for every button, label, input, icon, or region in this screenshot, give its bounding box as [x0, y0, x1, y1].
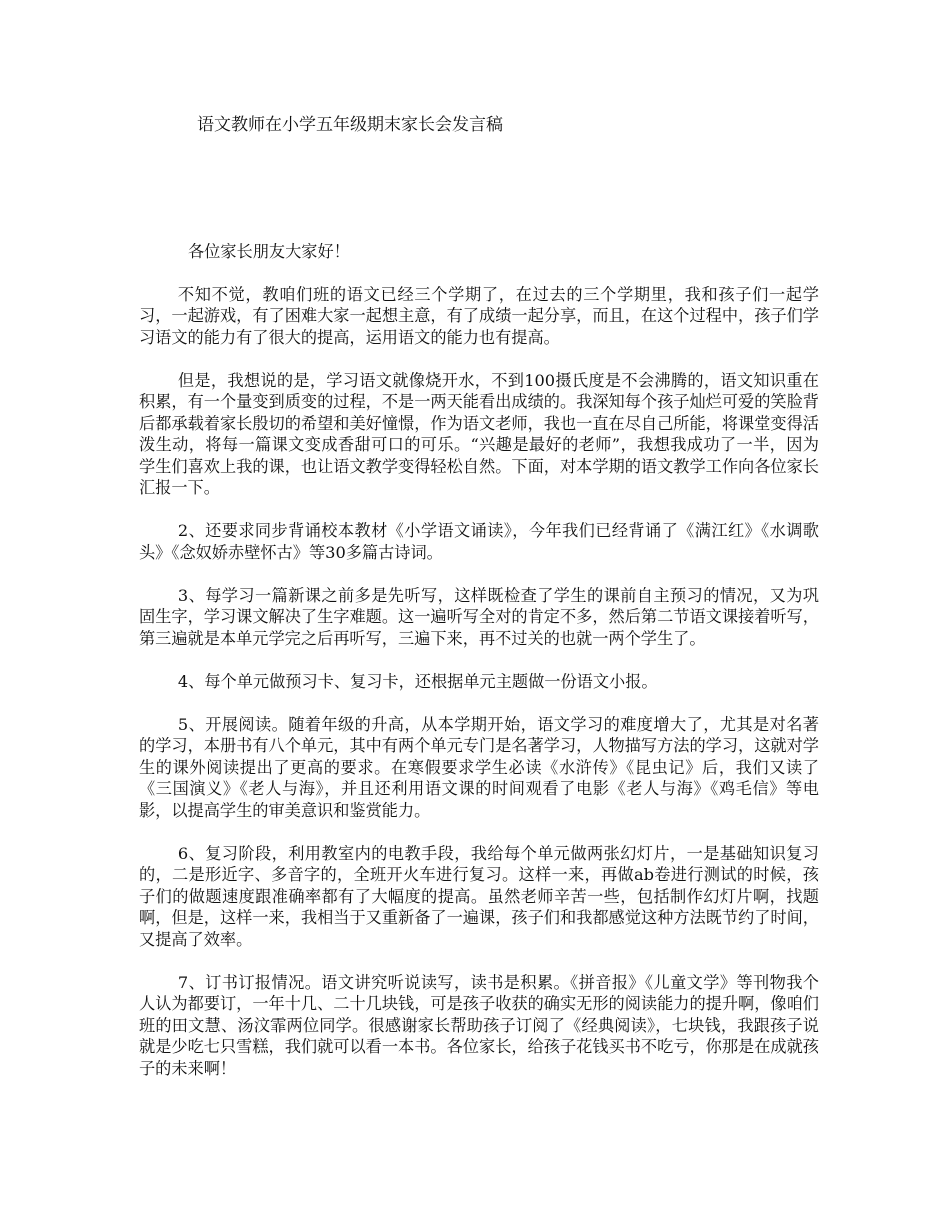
document-body — [139, 241, 819, 1101]
paragraph: 5、开展阅读。随着年级的升高，从本学期开始，语文学习的难度增大了，尤其是对名著的学习，本册书有八个单元，其中有两个单元专门是名著学习，人物描写方法的学习，这就对学生的课外阅读提出了更高的要求。在寒假要求学生必读《水浒传》《昆虫记》后，我们又读了《三国演义》《老人与海》，并且还利用语文课的时间观看了电影《老人与海》《鸡毛信》等电影，以提高学生的审美意识和鉴赏能力。 — [139, 714, 819, 820]
paragraph: 但是，我想说的是，学习语文就像烧开水，不到100摄氏度是不会沸腾的，语文知识重在积累，有一个量变到质变的过程，不是一两天能看出成绩的。我深知每个孩子灿烂可爱的笑脸背后都承载着家长殷切的希望和美好憧憬，作为语文老师，我也一直在尽自己所能，将课堂变得活泼生动，将每一篇课文变成香甜可口的可乐。“兴趣是最好的老师”，我想我成功了一半，因为学生们喜欢上我的课，也让语文教学变得轻松自然。下面，对本学期的语文教学工作向各位家长汇报一下。 — [139, 370, 819, 497]
paragraph: 6、复习阶段，利用教室内的电教手段，我给每个单元做两张幻灯片，一是基础知识复习的，二是形近字、多音字的，全班开火车进行复习。这样一来，再做ab卷进行测试的时候，孩子们的做题速度跟准确率都有了大幅度的提高。虽然老师辛苦一些，包括制作幻灯片啊，找题啊，但是，这样一来，我相当于又重新备了一遍课，孩子们和我都感觉这种方法既节约了时间，又提高了效率。 — [139, 843, 819, 949]
paragraph: 4、每个单元做预习卡、复习卡，还根据单元主题做一份语文小报。 — [177, 671, 658, 691]
paragraph: 3、每学习一篇新课之前多是先听写，这样既检查了学生的课前自主预习的情况，又为巩固生字，学习课文解决了生字难题。这一遍听写全对的肯定不多，然后第二节语文课接着听写，第三遍就是本单元学完之后再听写，三遍下来，再不过关的也就一两个学生了。 — [139, 585, 819, 648]
paragraph: 7、订书订报情况。语文讲究听说读写，读书是积累。《拼音报》《儿童文学》等刊物我个人认为都要订，一年十几、二十几块钱，可是孩子收获的确实无形的阅读能力的提升啊，像咱们班的田文慧、汤汶霏两位同学。很感谢家长帮助孩子订阅了《经典阅读》，七块钱，我跟孩子说就是少吃七只雪糕，我们就可以看一本书。各位家长，给孩子花钱买书不吃亏，你那是在成就孩子的未来啊！ — [139, 972, 819, 1078]
greeting: 各位家长朋友大家好！ — [188, 242, 350, 261]
paragraph: 2、还要求同步背诵校本教材《小学语文诵读》，今年我们已经背诵了《满江红》《水调歌头》《念奴娇赤壁怀古》等30多篇古诗词。 — [139, 521, 819, 562]
document-title: 语文教师在小学五年级期末家长会发言稿 — [197, 115, 503, 135]
paragraph: 不知不觉，教咱们班的语文已经三个学期了，在过去的三个学期里，我和孩子们一起学习，一起游戏，有了困难大家一起想主意，有了成绩一起分享，而且，在这个过程中，孩子们学习语文的能力有了很大的提高，运用语文的能力也有提高。 — [139, 284, 819, 347]
